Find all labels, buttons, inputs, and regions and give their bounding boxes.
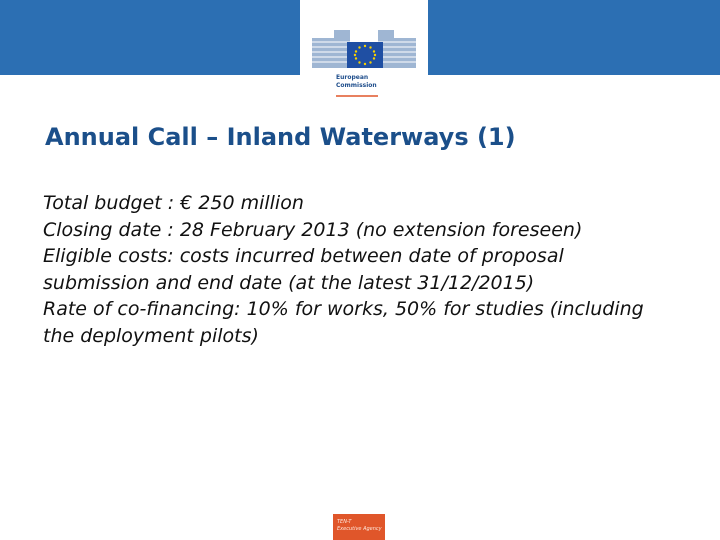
slide-title: Annual Call – Inland Waterways (1) [45,123,516,151]
bullet-total-budget: Total budget : € 250 million [43,192,304,214]
ten-t-agency-logo [333,514,385,540]
bullet-co-financing: Rate of co-financing: 10% for works, 50% for studies (including the deployment pilots) [43,298,644,347]
logo-line-2: Commission [336,82,377,89]
bullet-closing-date: Closing date : 28 February 2013 (no extension foreseen) [43,218,583,241]
logo-caption [336,74,377,90]
slide-body [43,190,663,350]
footer-logo-line-1: TEN-T [337,519,352,525]
logo-line-1: European [336,74,369,81]
european-commission-logo [300,0,428,102]
bullet-eligible-costs: Eligible costs: costs incurred between date of proposal submission and end date (at the latest 31/12/2015) [43,245,564,294]
footer-logo-line-2: Executive Agency [337,526,382,532]
